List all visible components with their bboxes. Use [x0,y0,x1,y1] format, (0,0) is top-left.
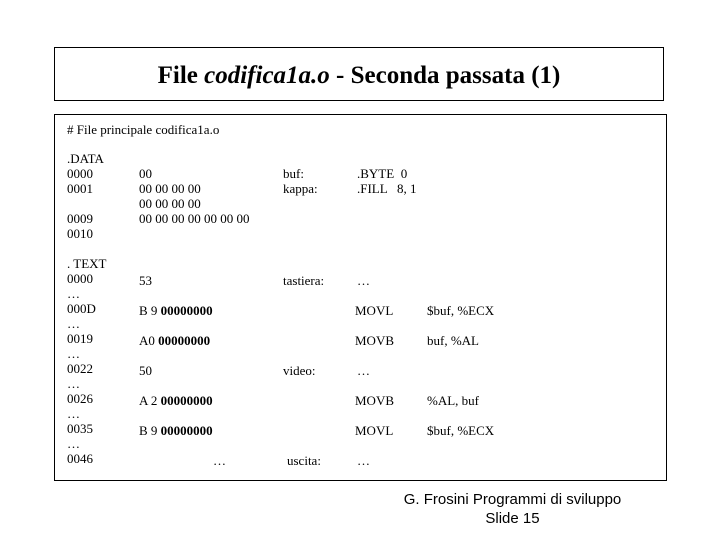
ellipsis: … [67,286,80,301]
data-bytes: 00 [139,166,152,181]
text-operand: 00000000 [160,303,213,318]
text-addr: 0026 [67,391,93,406]
text-opcode: A 2 [139,393,161,408]
text-opcode-line [139,393,213,408]
text-mnemonic: … [357,453,370,468]
text-operand: 00000000 [160,393,213,408]
data-instr: .BYTE 0 [357,166,408,181]
text-operand: 00000000 [160,423,213,438]
text-mnemonic: … [357,363,370,378]
code-listing-box [54,114,667,481]
text-addr: 0019 [67,331,93,346]
title-filename: codifica1a.o [204,62,330,89]
text-mnemonic: MOVB [355,333,395,348]
title-suffix: - Seconda passata (1) [329,62,561,89]
footer-author-course: G. Frosini Programmi di sviluppo [403,491,622,508]
text-args: $buf, %ECX [427,303,495,318]
ellipsis: … [67,406,80,421]
text-addr: 0000 [67,271,93,286]
text-addr: 000D [67,301,96,316]
ellipsis: … [67,376,80,391]
file-comment: # File principale codifica1a.o [67,122,220,137]
text-operand: 00000000 [158,333,211,348]
footer-slide-number: Slide 15 [485,510,540,527]
text-opcode-line [139,303,213,318]
text-mnemonic: MOVL [355,423,394,438]
title-prefix: File [157,62,205,89]
text-opcode: A0 [139,333,159,348]
text-opcode: … [213,453,226,468]
text-label: tastiera: [283,273,325,288]
text-opcode: 53 [139,273,152,288]
text-addr: 0046 [67,451,93,466]
text-label: video: [283,363,316,378]
data-addr: 0000 [67,166,93,181]
text-opcode-line [139,333,210,348]
data-addr: 0009 [67,211,93,226]
data-instr: .FILL 8, 1 [357,181,417,196]
data-label: kappa: [283,181,318,196]
data-directive: .DATA [67,151,104,166]
text-mnemonic: MOVB [355,393,395,408]
text-addr: 0022 [67,361,93,376]
slide-footer [380,490,645,528]
data-bytes: 00 00 00 00 [139,181,201,196]
text-mnemonic: … [357,273,370,288]
ellipsis: … [67,436,80,451]
text-label: uscita: [287,453,321,468]
ellipsis: … [67,346,80,361]
text-directive: . TEXT [67,256,107,271]
ellipsis: … [67,316,80,331]
title-box [54,47,664,101]
text-addr: 0035 [67,421,93,436]
data-bytes: 00 00 00 00 [139,196,201,211]
text-args: $buf, %ECX [427,423,495,438]
slide-title [55,62,663,90]
text-opcode: B 9 [139,303,161,318]
text-args: buf, %AL [427,333,479,348]
text-opcode: 50 [139,363,152,378]
text-mnemonic: MOVL [355,303,394,318]
text-args: %AL, buf [427,393,479,408]
data-bytes: 00 00 00 00 00 00 00 [139,211,250,226]
data-addr: 0010 [67,226,93,241]
data-addr: 0001 [67,181,93,196]
text-opcode-line [139,423,213,438]
data-label: buf: [283,166,304,181]
text-opcode: B 9 [139,423,161,438]
